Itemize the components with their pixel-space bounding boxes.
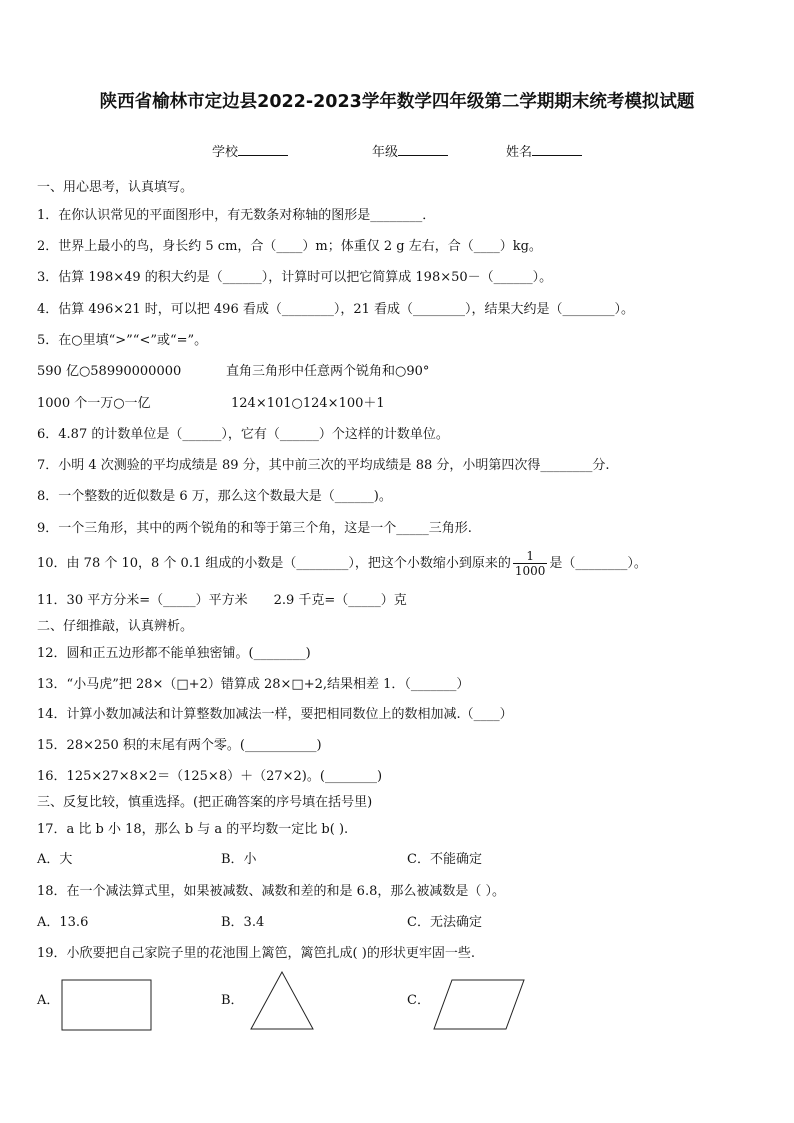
question-17: 17．a 比 b 小 18，那么 b 与 a 的平均数一定比 b( ).	[37, 822, 349, 837]
grade-label: 年级	[372, 145, 399, 160]
question-5-item-a: 590 亿○58990000000	[37, 364, 182, 379]
question-1: 1．在你认识常见的平面图形中，有无数条对称轴的图形是________．	[37, 208, 436, 223]
question-6: 6．4.87 的计数单位是（______），它有（______）个这样的计数单位。	[37, 427, 449, 442]
triangle-shape	[247, 970, 317, 1032]
question-2: 2．世界上最小的鸟，身长约 5 cm，合（____）m；体重仅 2 g 左右，合（____）kg。	[37, 239, 542, 254]
question-18-option-a[interactable]: A．13.6	[37, 915, 89, 930]
name-label: 姓名	[506, 145, 533, 160]
name-blank[interactable]	[532, 143, 582, 156]
question-18-option-b[interactable]: B．3.4	[221, 915, 265, 930]
question-14: 14．计算小数加减法和计算整数加减法一样，要把相同数位上的数相加减.（____）	[37, 707, 513, 722]
question-9: 9．一个三角形，其中的两个锐角的和等于第三个角，这是一个_____三角形.	[37, 521, 472, 536]
fraction-denominator: 1000	[514, 564, 546, 578]
question-3: 3．估算 198×49 的积大约是（______），计算时可以把它简算成 198×50－（______）。	[37, 270, 553, 285]
question-5-item-c: 1000 个一万○一亿	[37, 396, 151, 411]
grade-blank[interactable]	[398, 143, 448, 156]
fraction-numerator: 1	[513, 549, 548, 564]
question-18: 18．在一个减法算式里，如果被减数、减数和差的和是 6.8，那么被减数是（ ）。	[37, 884, 505, 899]
question-16: 16．125×27×8×2＝（125×8）＋（27×2)。(________)	[37, 769, 383, 784]
question-10-text-after: 是（________）。	[549, 556, 647, 571]
question-7: 7．小明 4 次测验的平均成绩是 89 分，其中前三次的平均成绩是 88 分，小明第四次得________分.	[37, 458, 610, 473]
parallelogram-shape	[432, 978, 527, 1032]
fraction	[513, 549, 548, 578]
question-4: 4．估算 496×21 时，可以把 496 看成（________），21 看成（________），结果大约是（________）。	[37, 302, 635, 317]
question-19-option-c[interactable]: C．	[407, 993, 430, 1008]
school-label: 学校	[212, 145, 239, 160]
question-17-option-a[interactable]: A．大	[37, 852, 73, 867]
page-title: 陕西省榆林市定边县2022-2023学年数学四年级第二学期期末统考模拟试题	[99, 92, 695, 112]
question-17-option-c[interactable]: C．不能确定	[407, 852, 482, 867]
question-5: 5．在○里填“>”“<”或“=”。	[37, 333, 208, 348]
question-19-option-b[interactable]: B．	[221, 993, 244, 1008]
question-19-option-a[interactable]: A．	[37, 993, 60, 1008]
question-11: 11．30 平方分米=（_____）平方米 2.9 千克=（_____）克	[37, 593, 407, 608]
question-13: 13．“小马虎”把 28×（□+2）错算成 28×□+2,结果相差 1．（_______）	[37, 677, 470, 692]
section-2-heading: 二、仔细推敲，认真辨析。	[37, 619, 194, 634]
question-19: 19．小欣要把自己家院子里的花池围上篱笆，篱笆扎成( )的形状更牢固一些.	[37, 946, 475, 961]
name-field	[506, 141, 582, 160]
question-15: 15．28×250 积的末尾有两个零。(___________)	[37, 738, 322, 753]
question-5-item-d: 124×101○124×100＋1	[231, 396, 385, 411]
question-18-option-c[interactable]: C．无法确定	[407, 915, 482, 930]
school-blank[interactable]	[238, 143, 288, 156]
question-10	[37, 549, 647, 579]
question-17-option-b[interactable]: B．小	[221, 852, 257, 867]
question-12: 12．圆和正五边形都不能单独密铺。(________)	[37, 646, 311, 661]
question-10-text-before: 10．由 78 个 10，8 个 0.1 组成的小数是（________），把这个小数缩小到原来的	[37, 556, 511, 571]
question-8: 8．一个整数的近似数是 6 万，那么这个数最大是（______)。	[37, 489, 392, 504]
section-1-heading: 一、用心思考，认真填写。	[37, 180, 194, 195]
section-3-heading: 三、反复比较，慎重选择。(把正确答案的序号填在括号里)	[37, 795, 373, 810]
rectangle-shape	[60, 978, 154, 1032]
school-field	[212, 141, 288, 160]
grade-field	[372, 141, 448, 160]
question-5-item-b: 直角三角形中任意两个锐角和○90°	[226, 364, 430, 379]
